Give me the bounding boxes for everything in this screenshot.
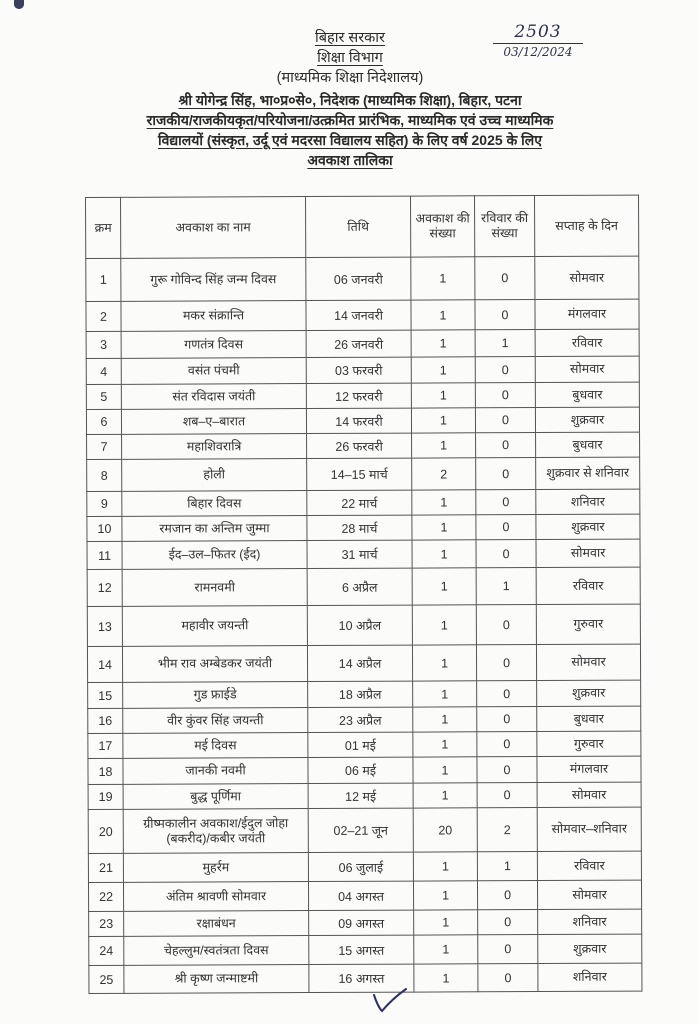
leave-count-cell: 1 [413,732,477,757]
serial-cell: 22 [88,882,123,911]
leave-count-cell: 1 [413,881,477,910]
holiday-name-cell: ईद–उल–फितर (ईद) [122,541,307,570]
holiday-name-cell: रमजान का अन्तिम जुम्मा [122,516,307,542]
government-name: बिहार सरकार [314,30,385,46]
serial-cell: 14 [87,646,122,682]
date-cell: 28 मार्च [307,515,412,540]
table-row [86,329,639,358]
leave-count-cell: 1 [412,568,476,605]
serial-cell: 9 [87,491,122,516]
table-row [86,256,639,301]
leave-count-cell: 1 [412,605,476,645]
holiday-name-cell: बिहार दिवस [122,491,307,517]
holiday-name-cell: महाशिवरात्रि [122,434,307,460]
table-row [86,356,639,384]
column-header-sunday-count: रविवार की संख्या [474,196,534,257]
serial-cell: 13 [87,606,122,646]
holiday-name-cell: वसंत पंचमी [121,358,306,385]
weekday-cell: बुधवार [537,706,641,731]
sunday-count-cell: 0 [477,732,537,757]
sunday-count-cell: 0 [477,707,537,732]
weekday-cell: गुरुवार [536,604,640,644]
table-row [87,432,640,459]
sunday-count-cell: 0 [476,515,536,540]
leave-count-cell: 1 [411,300,475,330]
serial-cell: 21 [88,853,123,882]
leave-count-cell: 1 [412,490,476,515]
table-row [88,880,641,911]
holiday-name-cell: मई दिवस [123,733,308,759]
date-cell: 04 अगस्त [308,881,413,910]
weekday-cell: सोमवार [537,782,641,807]
serial-cell: 23 [89,911,124,936]
issuing-officer: श्री योगेन्द्र सिंह, भा०प्र०से०, निदेशक (माध्यमिक शिक्षा), बिहार, पटना [178,92,522,108]
sunday-count-cell: 0 [477,681,537,707]
holiday-name-cell: चेहल्लुम/स्वतंत्रता दिवस [124,936,309,966]
holiday-name-cell: मकर संक्रान्ति [121,301,306,332]
holiday-name-cell: बुद्ध पूर्णिमा [123,784,308,810]
table-row [86,299,639,331]
checkmark-icon [370,985,410,1015]
weekday-cell: मंगलवार [537,756,641,782]
weekday-cell: सोमवार–शनिवार [537,807,641,851]
letter-date: 03/12/2024 [503,45,573,59]
holiday-name-cell: महावीर जयन्ती [122,606,307,647]
table-row [89,934,642,965]
leave-count-cell: 1 [413,707,477,732]
leave-count-cell: 1 [411,357,475,383]
sunday-count-cell: 0 [476,433,536,458]
table-row [88,851,641,882]
table-row [89,909,642,936]
table-row [88,680,641,708]
weekday-cell: शनिवार [538,963,642,991]
sunday-count-cell: 0 [476,458,536,490]
table-row [87,644,640,682]
leave-count-cell: 1 [413,852,477,881]
sunday-count-cell: 2 [477,808,537,852]
holiday-name-cell: ग्रीष्मकालीन अवकाश/ईदुल जोहा (बकरीद)/कबीर जयंती [123,809,308,854]
serial-cell: 6 [86,409,121,434]
weekday-cell: शुक्रवार [535,407,639,432]
column-header-weekday: सप्ताह के दिन [534,195,638,256]
holiday-name-cell: संत रविदास जयंती [121,384,306,410]
serial-cell: 8 [87,459,122,491]
serial-cell: 17 [88,733,123,758]
leave-count-cell: 1 [411,257,475,300]
holiday-name-cell: गणतंत्र दिवस [121,331,306,359]
sunday-count-cell: 0 [475,300,535,330]
column-header-name: अवकाश का नाम [121,197,306,259]
weekday-cell: शुक्रवार [537,680,641,706]
serial-cell: 15 [88,682,123,708]
handwritten-reference [493,22,583,59]
holiday-name-cell: होली [122,459,307,492]
table-row [87,539,640,569]
weekday-cell: रविवार [537,851,641,880]
leave-count-cell: 1 [413,783,477,808]
table-row [88,756,641,784]
date-cell: 14 फरवरी [306,408,411,433]
weekday-cell: गुरुवार [537,731,641,756]
sunday-count-cell: 0 [475,408,535,433]
holiday-table [85,195,642,994]
weekday-cell: शुक्रवार [536,514,640,539]
department-name: शिक्षा विभाग [317,50,383,66]
weekday-cell: शुक्रवार से शनिवार [536,457,640,489]
holiday-name-cell: जानकी नवमी [123,758,308,785]
weekday-cell: सोमवार [536,644,640,680]
date-cell: 03 फरवरी [306,357,411,383]
sunday-count-cell: 0 [477,881,537,910]
table-row [87,457,640,491]
date-cell: 23 अप्रैल [308,707,413,732]
serial-cell: 25 [89,965,124,993]
sunday-count-cell: 0 [478,910,538,935]
date-cell: 6 अप्रैल [307,568,412,605]
leave-count-cell: 1 [411,383,475,408]
date-cell: 06 मई [308,757,413,783]
leave-count-cell: 1 [411,408,475,433]
date-cell: 31 मार्च [307,540,412,568]
sunday-count-cell: 0 [475,357,535,383]
title-line-3: अवकाश तालिका [307,152,393,168]
holiday-name-cell: श्री कृष्ण जन्माष्टमी [124,965,309,994]
table-row [87,514,640,541]
serial-cell: 3 [86,331,121,358]
sunday-count-cell: 0 [478,964,538,992]
weekday-cell: सोमवार [535,256,639,299]
weekday-cell: शनिवार [538,909,642,934]
serial-cell: 10 [87,516,122,541]
serial-cell: 4 [86,358,121,384]
date-cell: 09 अगस्त [309,910,414,935]
serial-cell: 7 [87,434,122,459]
sunday-count-cell: 0 [476,490,536,515]
holiday-name-cell: वीर कुंवर सिंह जयन्ती [123,708,308,734]
table-row [88,706,641,733]
sunday-count-cell: 0 [477,757,537,783]
leave-count-cell: 1 [413,757,477,783]
table-row [88,731,641,758]
date-cell: 12 मई [308,783,413,808]
date-cell: 18 अप्रैल [308,681,413,707]
serial-cell: 11 [87,541,122,569]
table-row [88,782,641,809]
weekday-cell: सोमवार [536,539,640,567]
leave-count-cell: 1 [413,681,477,707]
ink-blot-mark [14,0,24,9]
column-header-date: तिथि [306,196,411,257]
date-cell: 26 जनवरी [306,330,411,357]
serial-cell: 5 [86,384,121,409]
date-cell: 02–21 जून [308,808,413,852]
table-row [87,489,640,516]
sunday-count-cell: 0 [476,645,536,681]
date-cell: 12 फरवरी [306,383,411,408]
directorate-name: (माध्यमिक शिक्षा निदेशालय) [276,70,424,86]
weekday-cell: बुधवार [535,382,639,407]
date-cell: 16 अगस्त [309,964,414,992]
sunday-count-cell: 0 [477,783,537,808]
leave-count-cell: 20 [413,808,477,852]
table-row [88,807,641,853]
holiday-name-cell: रामनवमी [122,569,307,607]
serial-cell: 20 [88,809,123,853]
table-row [87,604,640,646]
serial-cell: 19 [88,784,123,809]
column-header-leave-count: अवकाश की संख्या [410,196,474,257]
weekday-cell: सोमवार [535,356,639,382]
sunday-count-cell: 0 [476,605,536,645]
serial-cell: 12 [87,569,122,606]
sunday-count-cell: 0 [478,935,538,964]
sunday-count-cell: 0 [475,257,535,300]
serial-cell: 2 [86,301,121,331]
sunday-count-cell: 0 [476,540,536,568]
letter-number: 2503 [493,22,583,44]
date-cell: 06 जुलाई [308,852,413,881]
holiday-name-cell: मुहर्रम [123,853,308,883]
column-header-serial: क्रम [86,197,121,258]
table-header-row [86,195,639,258]
leave-count-cell: 1 [412,645,476,681]
leave-count-cell: 1 [412,433,476,458]
leave-count-cell: 1 [412,515,476,540]
weekday-cell: बुधवार [536,432,640,457]
table-row [86,382,639,409]
leave-count-cell: 1 [414,964,478,992]
title-line-1: राजकीय/राजकीयकृत/परियोजना/उत्क्रमित प्रारंभिक, माध्यमिक एवं उच्च माध्यमिक [146,112,554,128]
holiday-name-cell: गुरू गोविन्द सिंह जन्म दिवस [121,258,306,302]
date-cell: 14–15 मार्च [307,458,412,490]
date-cell: 01 मई [308,732,413,757]
leave-count-cell: 2 [412,458,476,490]
date-cell: 14 अप्रैल [307,645,412,681]
table-row [89,963,642,993]
sunday-count-cell: 0 [475,383,535,408]
leave-count-cell: 1 [412,540,476,568]
title-line-2: विद्यालयों (संस्कृत, उर्दू एवं मदरसा विद्यालय सहित) के लिए वर्ष 2025 के लिए [157,132,543,148]
leave-count-cell: 1 [414,935,478,964]
weekday-cell: रविवार [536,567,640,604]
sunday-count-cell: 1 [476,568,536,605]
weekday-cell: सोमवार [537,880,641,909]
holiday-name-cell: शब–ए–बारात [121,409,306,435]
date-cell: 26 फरवरी [307,433,412,458]
serial-cell: 24 [89,936,124,965]
date-cell: 14 जनवरी [306,300,411,330]
table-row [87,567,640,606]
leave-count-cell: 1 [414,910,478,935]
date-cell: 22 मार्च [307,490,412,515]
date-cell: 06 जनवरी [306,257,411,300]
serial-cell: 18 [88,758,123,784]
leave-count-cell: 1 [411,330,475,357]
holiday-name-cell: गुड फ्राईडे [123,682,308,709]
date-cell: 15 अगस्त [309,935,414,964]
table-row [86,407,639,434]
weekday-cell: शुक्रवार [538,934,642,963]
weekday-cell: शनिवार [536,489,640,514]
serial-cell: 16 [88,708,123,733]
holiday-name-cell: रक्षाबंधन [124,911,309,937]
sunday-count-cell: 1 [477,852,537,881]
holiday-name-cell: अंतिम श्रावणी सोमवार [123,882,308,912]
weekday-cell: रविवार [535,329,639,356]
weekday-cell: मंगलवार [535,299,639,329]
sunday-count-cell: 1 [475,330,535,357]
serial-cell: 1 [86,258,121,301]
date-cell: 10 अप्रैल [307,605,412,645]
holiday-name-cell: भीम राव अम्बेडकर जयंती [122,646,307,683]
